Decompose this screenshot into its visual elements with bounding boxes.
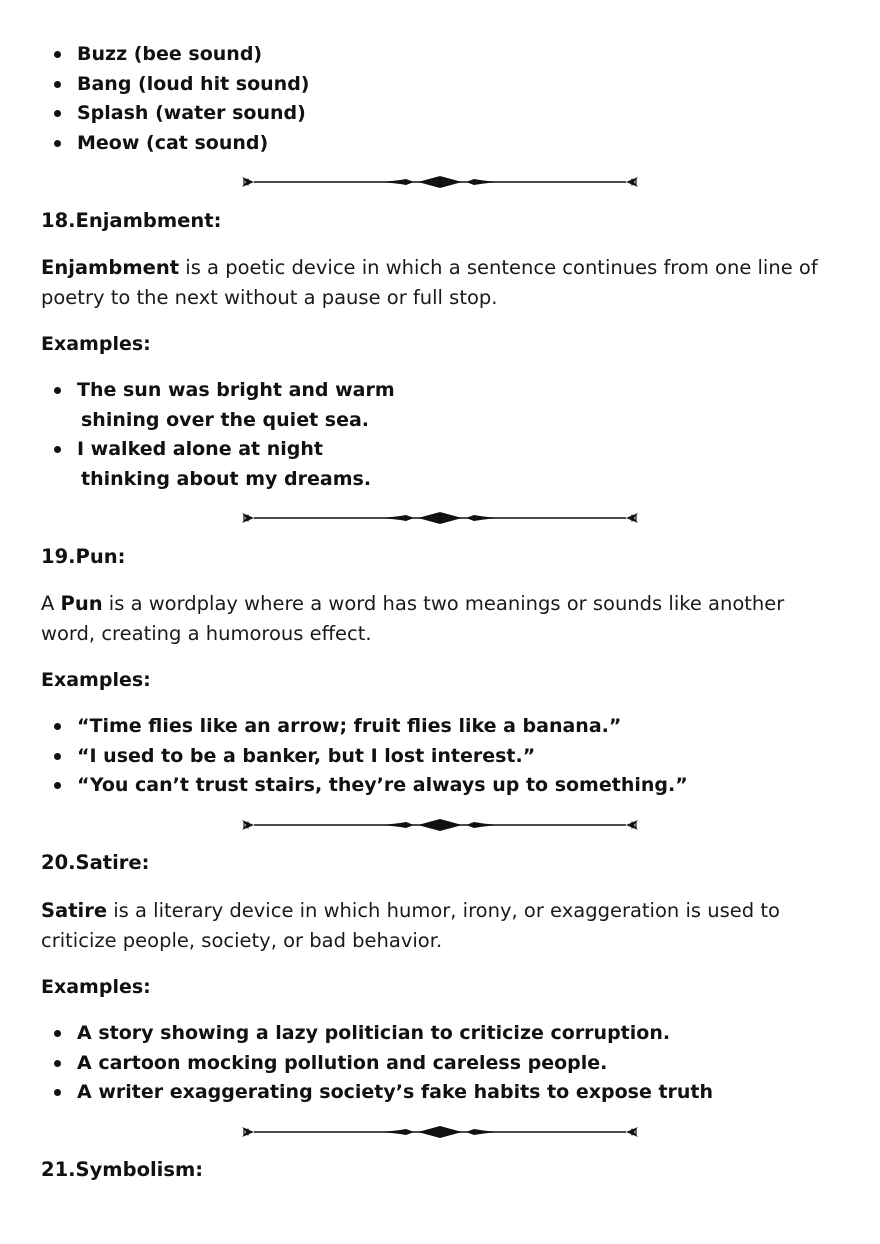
list-item: I walked alone at night thinking about my dreams. (54, 435, 395, 494)
onomatopoeia-examples-list (54, 40, 309, 158)
list-item: Bang (loud hit sound) (54, 70, 309, 100)
list-item: A writer exaggerating society’s fake habits to expose truth (54, 1078, 713, 1108)
bullet-icon (54, 81, 61, 88)
section-heading-pun: 19.Pun: (41, 545, 126, 568)
section-heading-enjambment: 18.Enjambment: (41, 209, 222, 232)
bullet-icon (54, 1089, 61, 1096)
examples-label: Examples: (41, 669, 151, 691)
definition-satire: Satire is a literary device in which humor, irony, or exaggeration is used to criticize people, society, or bad behavior. (41, 899, 780, 952)
list-item: Splash (water sound) (54, 99, 309, 129)
bullet-icon (54, 140, 61, 147)
definition-pun: A Pun is a wordplay where a word has two meanings or sounds like another word, creating a humorous effect. (41, 592, 785, 645)
list-item: Buzz (bee sound) (54, 40, 309, 70)
section-heading-satire: 20.Satire: (41, 851, 150, 874)
examples-label: Examples: (41, 976, 151, 998)
list-item: A story showing a lazy politician to criticize corruption. (54, 1019, 713, 1049)
term: Enjambment (41, 256, 180, 279)
list-item: Meow (cat sound) (54, 129, 309, 159)
bullet-icon (54, 51, 61, 58)
ornamental-divider-icon (240, 1124, 640, 1140)
term: Pun (60, 592, 103, 615)
satire-examples-list (54, 1019, 713, 1108)
list-item: A cartoon mocking pollution and careless people. (54, 1049, 713, 1079)
list-item: The sun was bright and warm shining over the quiet sea. (54, 376, 395, 435)
bullet-icon (54, 387, 61, 394)
term: Satire (41, 899, 108, 922)
ornamental-divider-icon (240, 817, 640, 833)
bullet-icon (54, 446, 61, 453)
examples-label: Examples: (41, 333, 151, 355)
bullet-icon (54, 1030, 61, 1037)
list-item: “I used to be a banker, but I lost interest.” (54, 742, 688, 772)
section-heading-symbolism: 21.Symbolism: (41, 1158, 204, 1181)
bullet-icon (54, 782, 61, 789)
list-item: “You can’t trust stairs, they’re always up to something.” (54, 771, 688, 801)
bullet-icon (54, 1060, 61, 1067)
definition-enjambment: Enjambment is a poetic device in which a sentence continues from one line of poetry to the next without a pause or full stop. (41, 256, 818, 309)
pun-examples-list (54, 712, 688, 801)
bullet-icon (54, 110, 61, 117)
list-item: “Time flies like an arrow; fruit flies like a banana.” (54, 712, 688, 742)
bullet-icon (54, 723, 61, 730)
enjambment-examples-list (54, 376, 395, 494)
bullet-icon (54, 753, 61, 760)
ornamental-divider-icon (240, 510, 640, 526)
ornamental-divider-icon (240, 174, 640, 190)
